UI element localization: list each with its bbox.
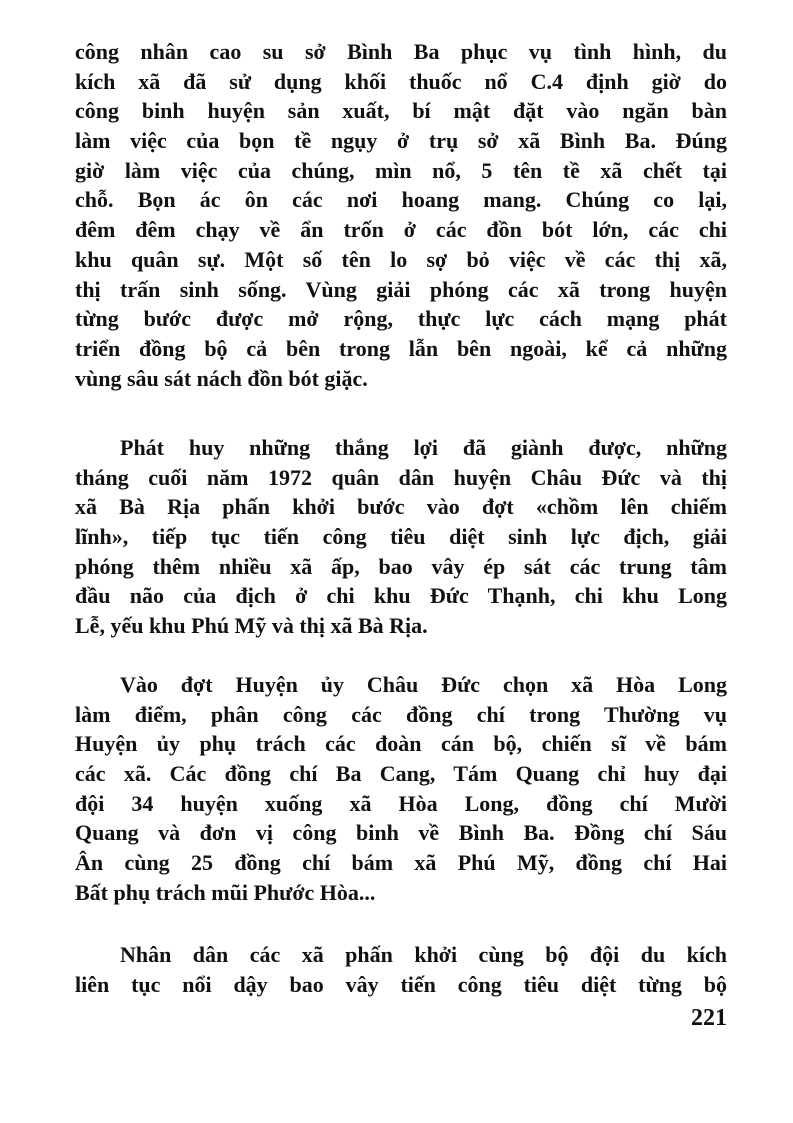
paragraph-3 — [75, 670, 727, 908]
text-line: khu quân sự. Một số tên lo sợ bỏ việc về các thị xã, — [75, 246, 727, 272]
text-line: Huyện ủy phụ trách các đoàn cán bộ, chiến sĩ về bám — [75, 731, 727, 757]
text-line: liên tục nổi dậy bao vây tiến công tiêu diệt từng bộ — [75, 971, 727, 997]
text-line: Phát huy những thắng lợi đã giành được, những — [120, 435, 727, 460]
text-line: vùng sâu sát nách đồn bót giặc. — [75, 365, 368, 391]
text-line: công binh huyện sản xuất, bí mật đặt vào ngăn bàn — [75, 98, 727, 124]
text-line: từng bước được mở rộng, thực lực cách mạng phát — [75, 306, 727, 332]
text-line: công nhân cao su sở Bình Ba phục vụ tình hình, du — [75, 39, 727, 64]
paragraph-4 — [75, 940, 727, 999]
text-line: Vào đợt Huyện ủy Châu Đức chọn xã Hòa Long — [120, 672, 727, 697]
page-number: 221 — [691, 1005, 727, 1031]
text-line: kích xã đã sử dụng khối thuốc nổ C.4 định giờ do — [75, 68, 727, 94]
text-line: đội 34 huyện xuống xã Hòa Long, đồng chí Mười — [75, 790, 727, 816]
text-line: lĩnh», tiếp tục tiến công tiêu diệt sinh lực địch, giải — [75, 524, 727, 550]
text-line: giờ làm việc của chúng, mìn nổ, 5 tên tề xã chết tại — [75, 157, 727, 183]
text-line: các xã. Các đồng chí Ba Cang, Tám Quang chỉ huy đại — [75, 761, 727, 787]
text-line: làm điểm, phân công các đồng chí trong Thường vụ — [75, 701, 727, 727]
text-line: Quang và đơn vị công binh về Bình Ba. Đồng chí Sáu — [75, 820, 727, 846]
paragraph-1 — [75, 37, 727, 393]
text-line: đầu não của địch ở chi khu Đức Thạnh, chi khu Long — [75, 583, 727, 609]
text-line: thị trấn sinh sống. Vùng giải phóng các xã trong huyện — [75, 276, 727, 302]
text-line: Nhân dân các xã phấn khởi cùng bộ đội du kích — [120, 942, 727, 967]
text-line: đêm đêm chạy về ẩn trốn ở các đồn bót lớn, các chi — [75, 217, 727, 243]
paragraph-2 — [75, 433, 727, 641]
text-line: Lễ, yếu khu Phú Mỹ và thị xã Bà Rịa. — [75, 613, 428, 639]
text-line: Bất phụ trách mũi Phước Hòa... — [75, 879, 376, 905]
text-line: xã Bà Rịa phấn khởi bước vào đợt «chồm lên chiếm — [75, 494, 727, 520]
text-line: Ân cùng 25 đồng chí bám xã Phú Mỹ, đồng chí Hai — [75, 850, 727, 876]
text-line: triển đồng bộ cả bên trong lẫn bên ngoài, kể cả những — [75, 335, 727, 361]
text-line: tháng cuối năm 1972 quân dân huyện Châu Đức và thị — [75, 464, 727, 490]
text-line: chỗ. Bọn ác ôn các nơi hoang mang. Chúng co lại, — [75, 187, 727, 213]
text-line: phóng thêm nhiều xã ấp, bao vây ép sát các trung tâm — [75, 553, 727, 579]
text-line: làm việc của bọn tề ngụy ở trụ sở xã Bình Ba. Đúng — [75, 128, 727, 154]
